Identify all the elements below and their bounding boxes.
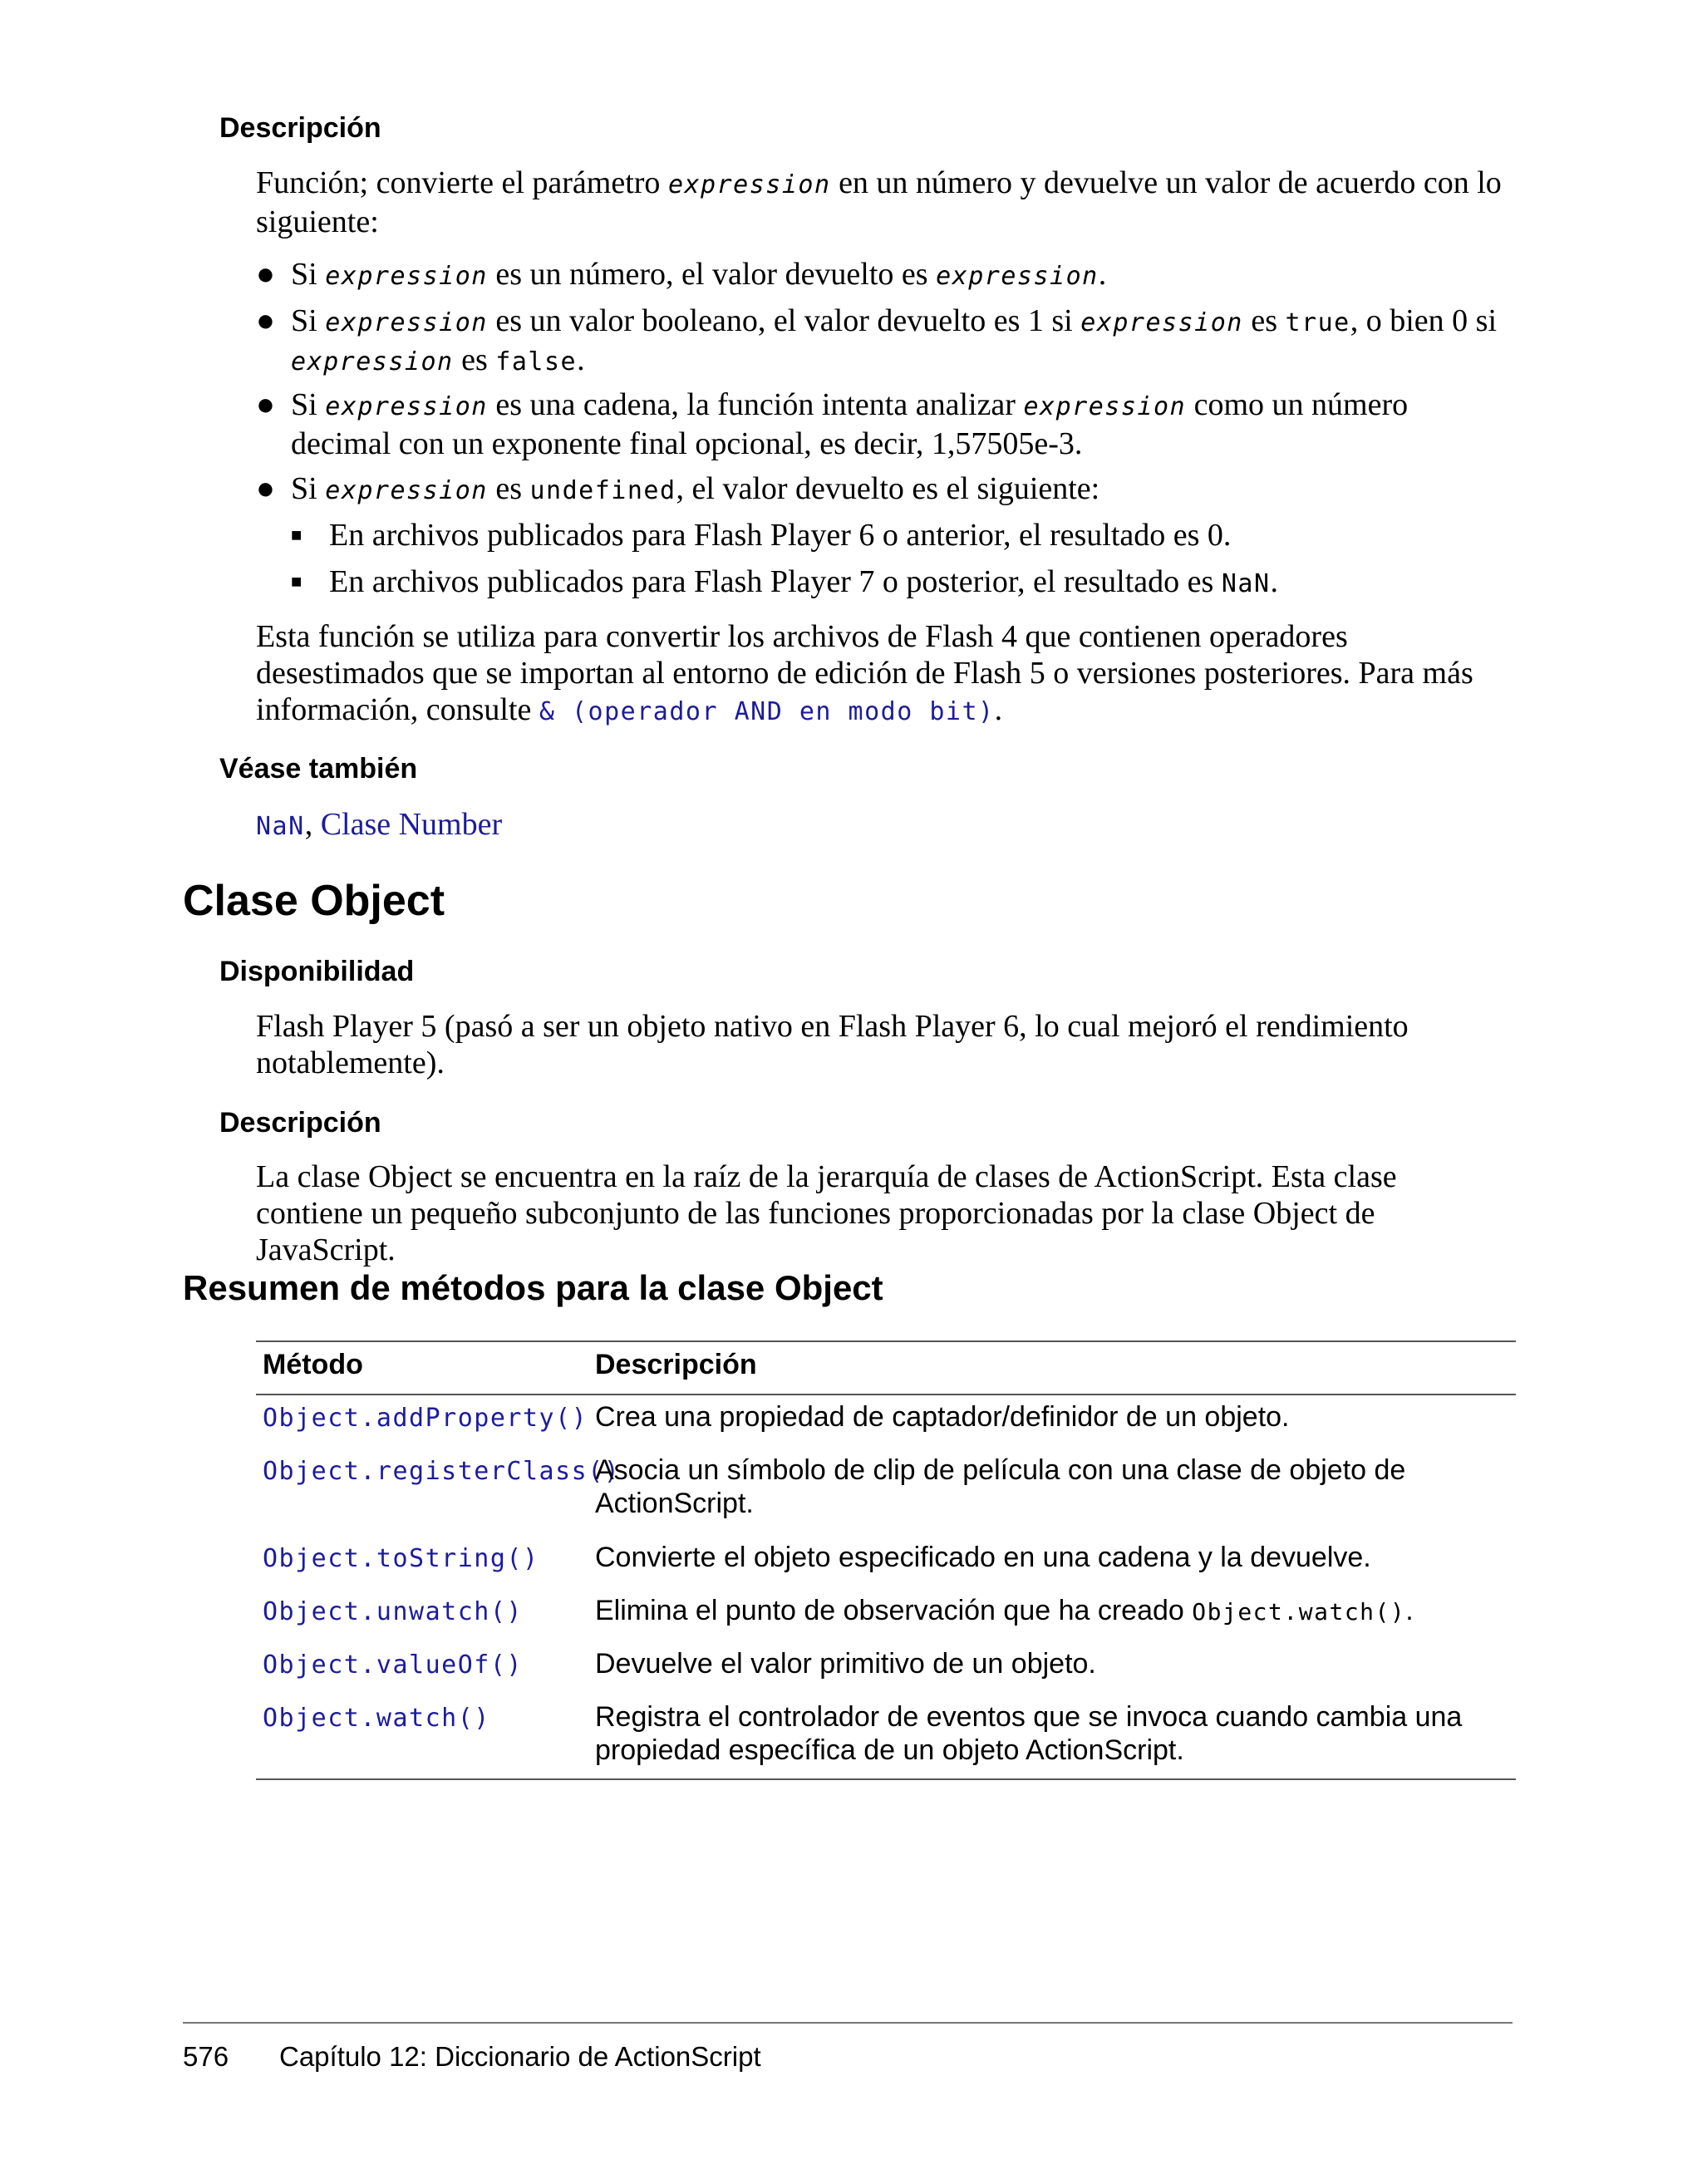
- bullet-dot-icon: ●: [256, 303, 275, 338]
- sub-bullet-item: ■ En archivos publicados para Flash Player 6 o anterior, el resultado es 0.: [291, 518, 1232, 553]
- square-bullet-icon: ■: [291, 524, 303, 545]
- descripcion-heading-2: Descripción: [219, 1107, 381, 1139]
- method-link[interactable]: Object.unwatch(): [263, 1597, 523, 1626]
- bullet-item: ● Si expression es una cadena, la función intenta analizar expression como un número decimal con un exponente final opcional, es decir, 1,57505e-3.: [256, 387, 1409, 461]
- method-link[interactable]: Object.watch(): [263, 1704, 490, 1733]
- method-link[interactable]: Object.registerClass(): [263, 1457, 621, 1486]
- descripcion-heading: Descripción: [219, 112, 381, 144]
- nan-link[interactable]: NaN: [256, 812, 305, 841]
- code-expression: expression: [667, 170, 831, 199]
- bitwise-and-link[interactable]: & (operador AND en modo bit): [539, 697, 995, 726]
- method-summary-title: Resumen de métodos para la clase Object: [183, 1268, 883, 1307]
- flash4-paragraph: Esta función se utiliza para convertir los archivos de Flash 4 que contienen operadores desestimados que se importan al entorno de edición de Flash 5 o versiones posteriores. Para más información, consulte & (operador AND en modo bit).: [256, 619, 1473, 727]
- clase-object-title: Clase Object: [183, 877, 445, 925]
- bullet-item: ● Si expression es un valor booleano, el valor devuelto es 1 si expression es true, o bien 0 si expression es false.: [256, 303, 1498, 377]
- bullet-item: ● Si expression es un número, el valor devuelto es expression.: [256, 257, 1107, 292]
- method-description: Elimina el punto de observación que ha creado Object.watch().: [595, 1595, 1414, 1626]
- table-bottom-rule: [256, 1778, 1516, 1780]
- method-link[interactable]: Object.toString(): [263, 1544, 539, 1573]
- bullet-dot-icon: ●: [256, 387, 275, 422]
- see-also-links: NaN, Clase Number: [256, 807, 503, 842]
- intro-paragraph: Función; convierte el parámetro expression en un número y devuelve un valor de acuerdo con lo siguiente:: [256, 165, 1502, 239]
- bullet-item: ● Si expression es undefined, el valor devuelto es el siguiente:: [256, 471, 1100, 506]
- column-header-method: Método: [263, 1349, 363, 1380]
- vease-heading: Véase también: [219, 753, 418, 785]
- method-link[interactable]: Object.valueOf(): [263, 1650, 523, 1680]
- disponibilidad-heading: Disponibilidad: [219, 956, 415, 987]
- table-top-rule: [256, 1340, 1516, 1342]
- method-description: Asocia un símbolo de clip de película con una clase de objeto de ActionScript.: [595, 1454, 1406, 1519]
- bullet-dot-icon: ●: [256, 257, 275, 292]
- method-link[interactable]: Object.addProperty(): [263, 1404, 588, 1433]
- sub-bullet-item: ■ En archivos publicados para Flash Player 7 o posterior, el resultado es NaN.: [291, 564, 1279, 599]
- method-description: Devuelve el valor primitivo de un objeto.: [595, 1648, 1096, 1680]
- page-number: 576: [183, 2041, 229, 2072]
- column-header-description: Descripción: [595, 1349, 757, 1380]
- disponibilidad-text: Flash Player 5 (pasó a ser un objeto nativo en Flash Player 6, lo cual mejoró el rendimiento notablemente).: [256, 1009, 1409, 1080]
- method-description: Convierte el objeto especificado en una cadena y la devuelve.: [595, 1542, 1371, 1573]
- descripcion-text: La clase Object se encuentra en la raíz de la jerarquía de clases de ActionScript. Esta clase contiene un pequeño subconjunto de las funciones proporcionadas por la clase Object de JavaScript.: [256, 1159, 1397, 1267]
- method-description: Crea una propiedad de captador/definidor de un objeto.: [595, 1401, 1290, 1433]
- method-description: Registra el controlador de eventos que se invoca cuando cambia una propiedad específica de un objeto ActionScript.: [595, 1701, 1463, 1766]
- inline-code: Object.watch(): [1192, 1598, 1406, 1626]
- table-header-rule: [256, 1394, 1516, 1395]
- clase-number-link[interactable]: Clase Number: [320, 807, 503, 842]
- chapter-title: Capítulo 12: Diccionario de ActionScript: [279, 2041, 761, 2072]
- bullet-dot-icon: ●: [256, 471, 275, 506]
- footer-rule: [183, 2022, 1513, 2024]
- square-bullet-icon: ■: [291, 571, 303, 592]
